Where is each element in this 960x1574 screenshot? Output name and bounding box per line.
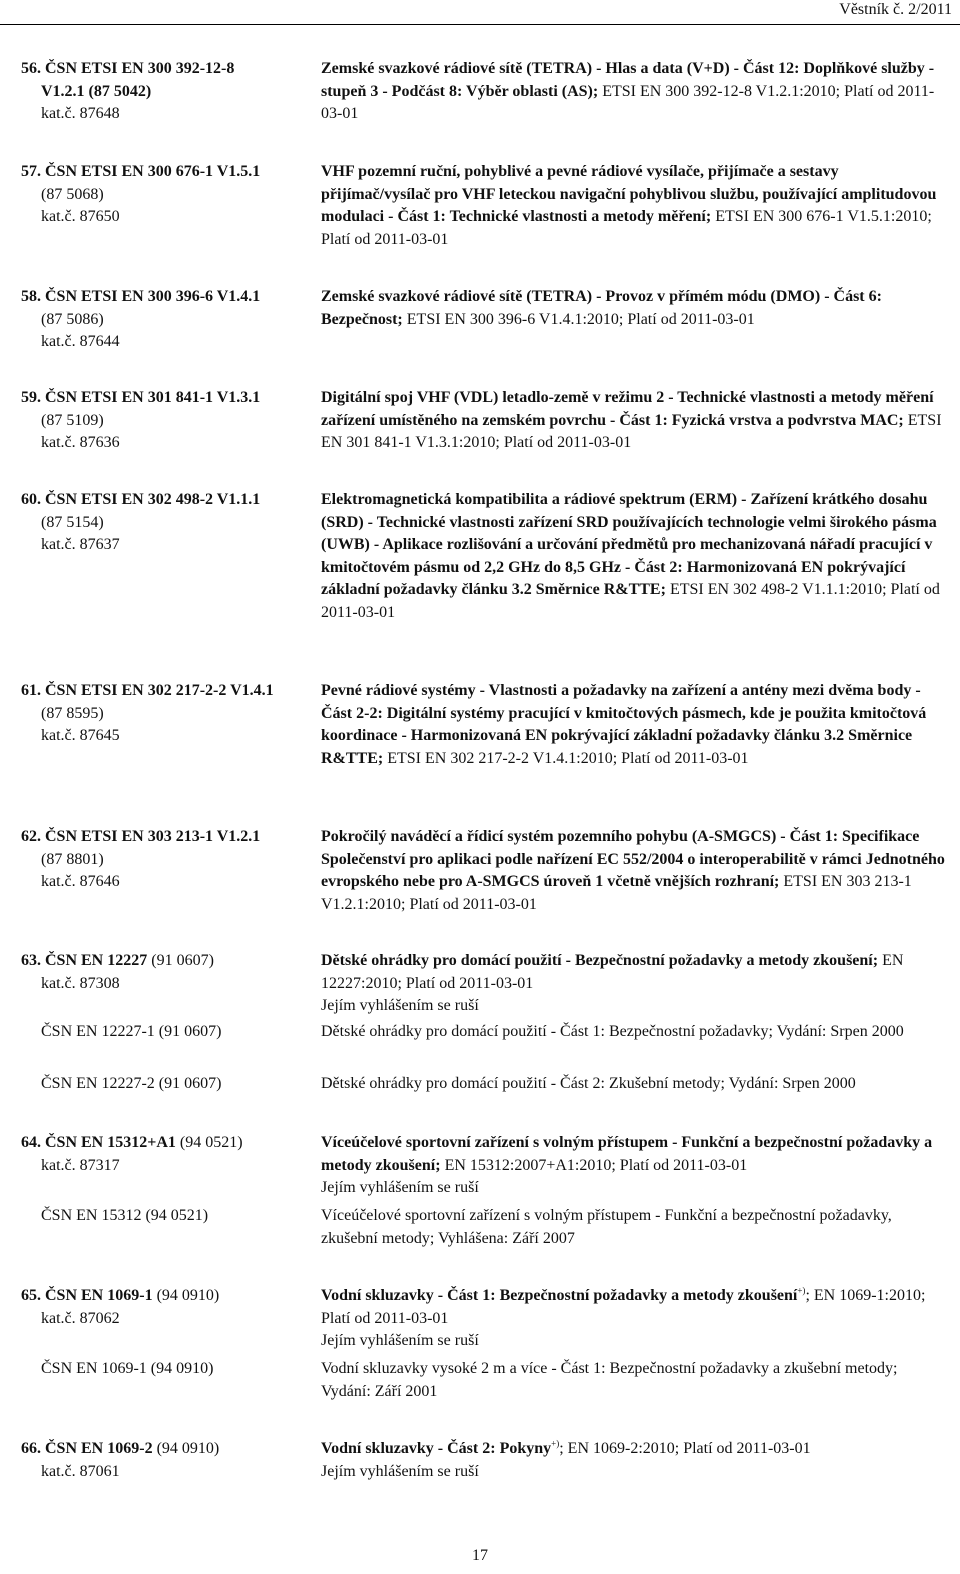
- entry-description: [321, 680, 946, 770]
- entry-designation: [21, 1132, 306, 1177]
- entry-designation: [21, 286, 306, 354]
- replaces-note: Jejím vyhlášením se ruší: [321, 1332, 479, 1349]
- standard-validity: ETSI EN 300 392-12-8 V1.2.1:2010; Platí od 2011-03-01: [321, 82, 935, 122]
- entry-designation: [21, 826, 306, 894]
- entry-description: [321, 950, 946, 1018]
- standard-number: 56. ČSN ETSI EN 300 392-12-8: [21, 60, 235, 77]
- standard-number: 63. ČSN EN 12227: [21, 952, 148, 969]
- entry-description: [321, 1132, 946, 1200]
- entry-designation: [21, 161, 306, 229]
- class-number: (91 0607): [147, 952, 214, 969]
- entry-designation: [21, 1285, 306, 1330]
- catalog-number: kat.č. 87308: [41, 974, 120, 992]
- catalog-number: kat.č. 87062: [41, 1309, 120, 1327]
- page-number: 17: [472, 1547, 488, 1564]
- catalog-number: kat.č. 87644: [41, 333, 120, 350]
- catalog-number: kat.č. 87061: [41, 1462, 120, 1480]
- standard-validity: EN 12227:2010; Platí od 2011-03-01: [321, 952, 904, 992]
- header-rule: [0, 24, 960, 25]
- replaced-standard-number: ČSN EN 12227-2 (91 0607): [41, 1075, 222, 1092]
- standard-number: 66. ČSN EN 1069-2: [21, 1440, 153, 1457]
- standard-number: 57. ČSN ETSI EN 300 676-1 V1.5.1: [21, 163, 261, 180]
- standard-validity: ETSI EN 300 396-6 V1.4.1:2010; Platí od 2011-03-01: [402, 310, 755, 328]
- standard-validity: EN 15312:2007+A1:2010; Platí od 2011-03-01: [440, 1156, 748, 1174]
- class-number: (94 0521): [175, 1134, 243, 1151]
- catalog-number: kat.č. 87646: [41, 873, 120, 890]
- entry-designation: [21, 1438, 306, 1483]
- standard-version: V1.2.1 (87 5042): [41, 82, 152, 100]
- replaced-standard-title: Víceúčelové sportovní zařízení s volným přístupem - Funkční a bezpečnostní požadavky, zkušební metody; Vyhlášena: Září 2007: [321, 1207, 892, 1247]
- class-number: (94 0910): [152, 1440, 220, 1457]
- standard-title: Zemské svazkové rádiové sítě (TETRA) - Hlas a data (V+D) - Část 12: Doplňkové služby - stupeň 3 - Podčást 8: Výběr oblasti (AS);: [321, 60, 935, 100]
- standard-number: 60. ČSN ETSI EN 302 498-2 V1.1.1: [21, 491, 261, 508]
- entry-designation: [21, 58, 306, 126]
- standard-validity: ; EN 1069-1:2010; Platí od 2011-03-01: [321, 1287, 926, 1327]
- entry-description: [321, 1438, 946, 1483]
- catalog-number: kat.č. 87636: [41, 434, 120, 451]
- standard-number: 61. ČSN ETSI EN 302 217-2-2 V1.4.1: [21, 682, 274, 699]
- standard-title: Vodní skluzavky - Část 1: Bezpečnostní požadavky a metody zkoušení: [321, 1287, 798, 1304]
- entry-description: [321, 387, 946, 455]
- standard-title: Dětské ohrádky pro domácí použití - Bezpečnostní požadavky a metody zkoušení;: [321, 952, 879, 969]
- standard-number: 65. ČSN EN 1069-1: [21, 1287, 153, 1304]
- standard-title: Digitální spoj VHF (VDL) letadlo-země v režimu 2 - Technické vlastnosti a metody měření zařízení umístěného na zemském povrchu - Část 1: Fyzická vrstva a podvrstva MAC;: [321, 389, 934, 429]
- entry-description: [321, 161, 946, 251]
- class-number: (87 8801): [41, 850, 104, 868]
- standard-validity: ETSI EN 302 217-2-2 V1.4.1:2010; Platí od 2011-03-01: [383, 749, 749, 767]
- entry-designation: [21, 680, 306, 748]
- replaces-note: Jejím vyhlášením se ruší: [321, 1179, 479, 1196]
- class-number: (87 5154): [41, 513, 104, 531]
- entry-description: [321, 1285, 946, 1353]
- standard-title: Pokročilý naváděcí a řídicí systém pozemního pohybu (A-SMGCS) - Část 1: Specifikace Společenství pro aplikaci podle nařízení EC 552/2004 o interoperabilitě v rámci Jednotného evropského nebe pro A-SMGCS úroveň 1 včetně vnějších rozhraní;: [321, 828, 945, 890]
- catalog-number: kat.č. 87637: [41, 536, 120, 553]
- standard-title: Víceúčelové sportovní zařízení s volným přístupem - Funkční a bezpečnostní požadavky a metody zkoušení;: [321, 1134, 933, 1174]
- footnote-mark: +): [551, 1438, 560, 1449]
- catalog-number: kat.č. 87648: [41, 105, 120, 122]
- footnote-mark: +): [797, 1285, 806, 1296]
- standard-title: Zemské svazkové rádiové sítě (TETRA) - Provoz v přímém módu (DMO) - Část 6: Bezpečnost;: [321, 288, 882, 328]
- replaces-note: Jejím vyhlášením se ruší: [321, 1462, 479, 1480]
- catalog-number: kat.č. 87650: [41, 208, 120, 225]
- standard-title: Vodní skluzavky - Část 2: Pokyny: [321, 1440, 552, 1457]
- class-number: (87 5068): [41, 185, 104, 203]
- catalog-number: kat.č. 87317: [41, 1156, 120, 1174]
- standard-number: 62. ČSN ETSI EN 303 213-1 V1.2.1: [21, 828, 261, 845]
- replaced-standard-title: Dětské ohrádky pro domácí použití - Část 1: Bezpečnostní požadavky; Vydání: Srpen 2000: [321, 1023, 904, 1040]
- entry-designation: [21, 387, 306, 455]
- replaced-standard-title: Dětské ohrádky pro domácí použití - Část 2: Zkušební metody; Vydání: Srpen 2000: [321, 1075, 856, 1092]
- standard-number: 58. ČSN ETSI EN 300 396-6 V1.4.1: [21, 288, 261, 305]
- standard-validity: ETSI EN 301 841-1 V1.3.1:2010; Platí od 2011-03-01: [321, 411, 942, 451]
- standard-validity: ETSI EN 302 498-2 V1.1.1:2010; Platí od 2011-03-01: [321, 581, 940, 621]
- class-number: (87 5086): [41, 310, 104, 328]
- standard-number: 64. ČSN EN 15312+A1: [21, 1134, 176, 1151]
- entry-designation: [21, 950, 306, 995]
- entry-description: [321, 58, 946, 126]
- standard-validity: ETSI EN 300 676-1 V1.5.1:2010; Platí od 2011-03-01: [321, 208, 932, 248]
- replaced-standard-number: ČSN EN 1069-1 (94 0910): [41, 1360, 214, 1377]
- journal-header: Věstník č. 2/2011: [839, 1, 952, 18]
- entry-description: [321, 826, 946, 916]
- standard-validity: ; EN 1069-2:2010; Platí od 2011-03-01: [559, 1440, 811, 1457]
- standard-title: VHF pozemní ruční, pohyblivé a pevné rádiové vysílače, přijímače a sestavy přijímač/vysílač pro VHF leteckou navigační pohyblivou službu, používající amplitudovou modulaci - Část 1: Technické vlastnosti a metody měření;: [321, 163, 937, 225]
- entry-description: [321, 489, 946, 624]
- standard-number: 59. ČSN ETSI EN 301 841-1 V1.3.1: [21, 389, 261, 406]
- standard-validity: ETSI EN 303 213-1 V1.2.1:2010; Platí od 2011-03-01: [321, 873, 912, 913]
- class-number: (87 8595): [41, 704, 104, 722]
- entry-designation: [21, 489, 306, 557]
- standard-title: Pevné rádiové systémy - Vlastnosti a požadavky na zařízení a antény mezi dvěma body - Část 2-2: Digitální systémy pracující v kmitočtových pásmech, kde je použita kmitočtová koordinace - Harmonizovaná EN pokrývající základní požadavky článku 3.2 Směrnice R&TTE;: [321, 682, 927, 767]
- replaced-standard-number: ČSN EN 12227-1 (91 0607): [41, 1023, 222, 1040]
- replaces-note: Jejím vyhlášením se ruší: [321, 997, 479, 1014]
- entry-description: [321, 286, 946, 331]
- replaced-standard-title: Vodní skluzavky vysoké 2 m a více - Část 1: Bezpečnostní požadavky a zkušební metody; Vydání: Září 2001: [321, 1360, 898, 1400]
- catalog-number: kat.č. 87645: [41, 727, 120, 744]
- class-number: (94 0910): [152, 1287, 220, 1304]
- replaced-standard-number: ČSN EN 15312 (94 0521): [41, 1207, 209, 1224]
- standard-title: Elektromagnetická kompatibilita a rádiové spektrum (ERM) - Zařízení krátkého dosahu (SRD) - Technické vlastnosti zařízení SRD používajících technologie velmi širokého pásma (UWB) - Aplikace rozlišování a určování předmětů pro mechanizovaná nářadí pracující v kmitočtovém pásmu od 2,2 GHz do 8,5 GHz - Část 2: Harmonizovaná EN pokrývající základní požadavky článku 3.2 Směrnice R&TTE;: [321, 491, 937, 598]
- class-number: (87 5109): [41, 411, 104, 429]
